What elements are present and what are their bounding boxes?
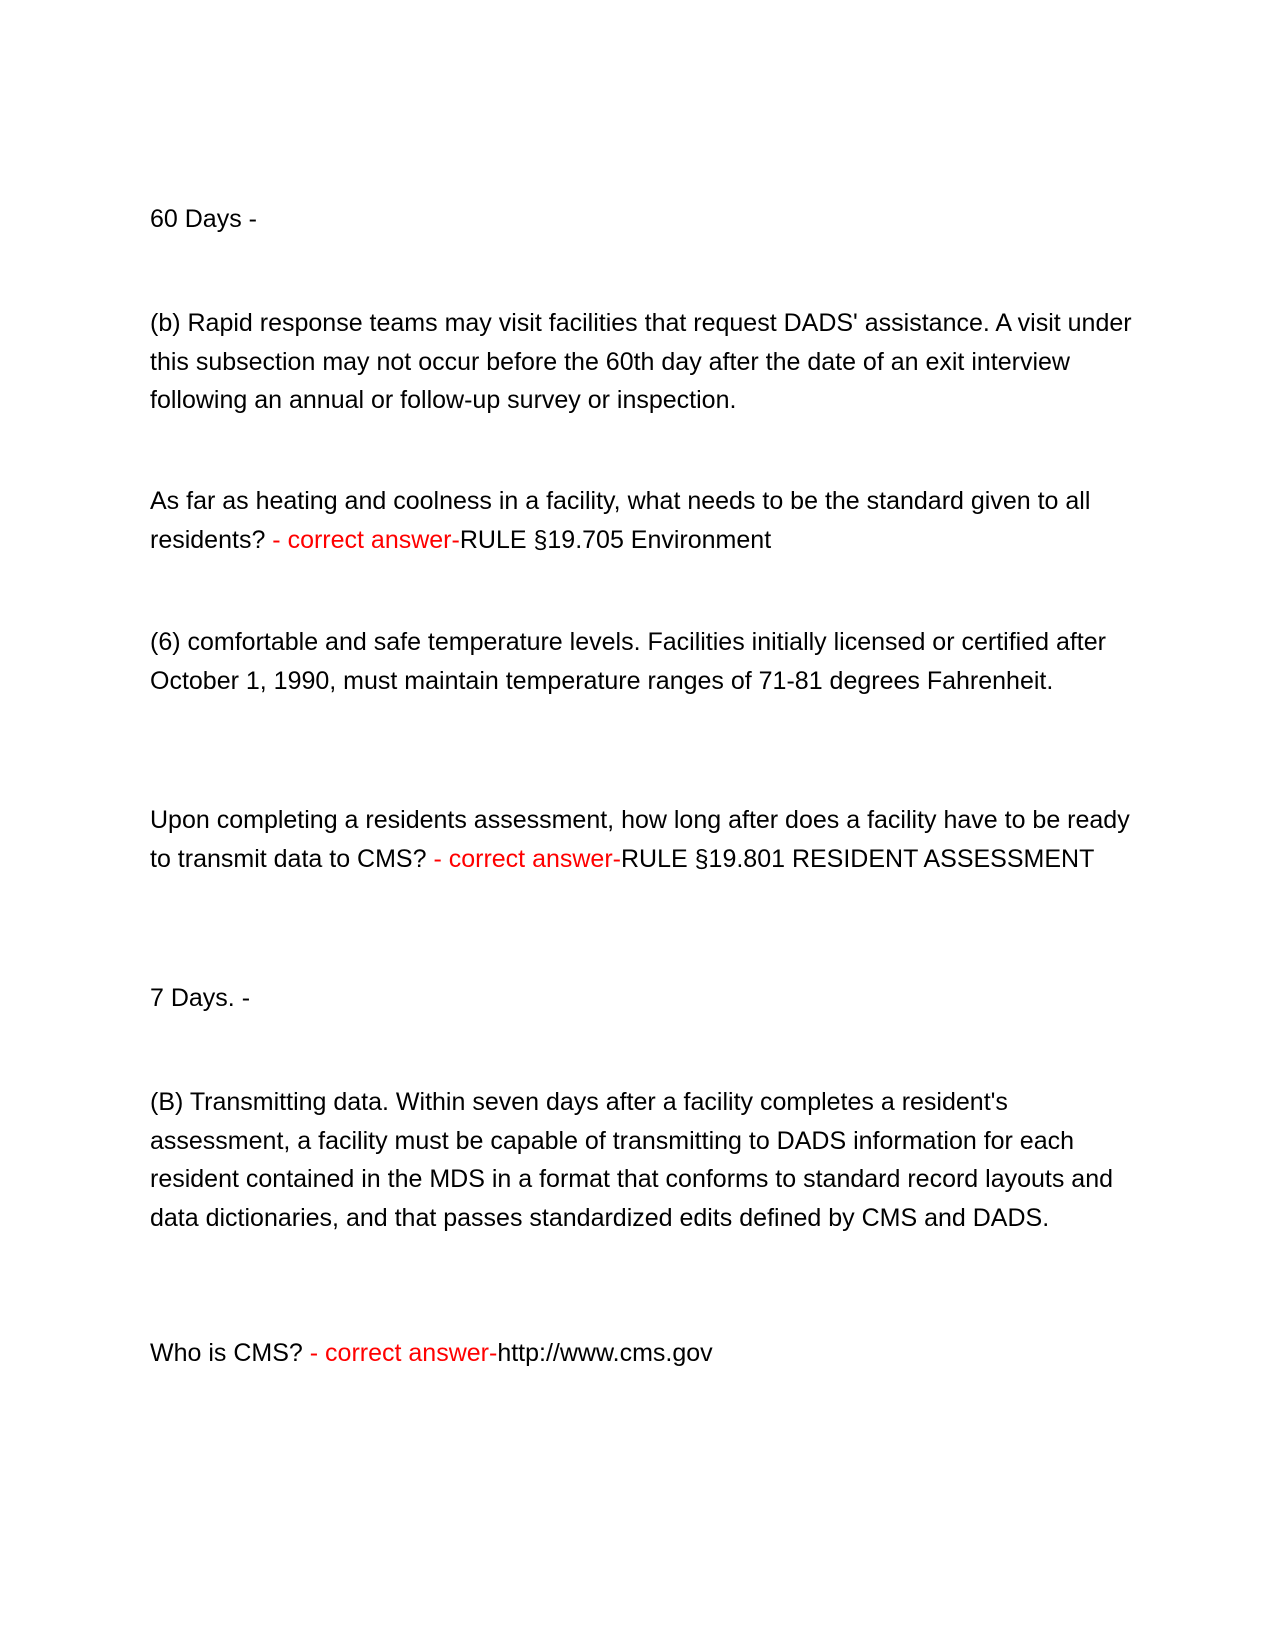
answer-text: 7 Days. - — [150, 984, 251, 1012]
rule-text: (b) Rapid response teams may visit facilities that request DADS' assistance. A visit under this subsection may not occur before the 60th day after the date of an exit interview following an annual or follow-up survey or inspection. — [150, 309, 1132, 414]
rule-text: (6) comfortable and safe temperature levels. Facilities initially licensed or certified after October 1, 1990, must maintain temperature ranges of 71-81 degrees Fahrenheit. — [150, 628, 1106, 695]
correct-answer-marker: - correct answer- — [272, 525, 460, 554]
answer-text: 60 Days - — [150, 205, 257, 233]
answer-7-days — [150, 979, 1140, 1018]
rule-temperature-paragraph — [150, 623, 1140, 700]
correct-answer-marker: - correct answer- — [309, 1339, 498, 1367]
question-who-is-cms — [150, 1334, 1140, 1373]
answer-link-text: http://www.cms.gov — [497, 1339, 713, 1367]
question-resident-assessment — [150, 801, 1140, 878]
question-heating-coolness — [150, 482, 1140, 559]
correct-answer-marker: - correct answer- — [433, 844, 621, 873]
rule-transmitting-data-paragraph — [150, 1083, 1140, 1237]
question-text: As far as heating and coolness in a facility, what needs to be the standard given to all residents? — [150, 487, 1091, 554]
answer-60-days — [150, 200, 1140, 239]
question-text: Who is CMS? — [150, 1339, 310, 1367]
rule-text: (B) Transmitting data. Within seven days after a facility completes a resident's assessment, a facility must be capable of transmitting to DADS information for each resident contained in the MDS in a format that conforms to standard record layouts and data dictionaries, and that passes standardized edits defined by CMS and DADS. — [150, 1088, 1114, 1232]
question-text: Upon completing a residents assessment, how long after does a facility have to be ready to transmit data to CMS? — [150, 806, 1130, 873]
answer-text: RULE §19.705 Environment — [459, 525, 772, 554]
answer-text: RULE §19.801 RESIDENT ASSESSMENT — [621, 844, 1095, 873]
rule-rapid-response-paragraph — [150, 304, 1140, 420]
